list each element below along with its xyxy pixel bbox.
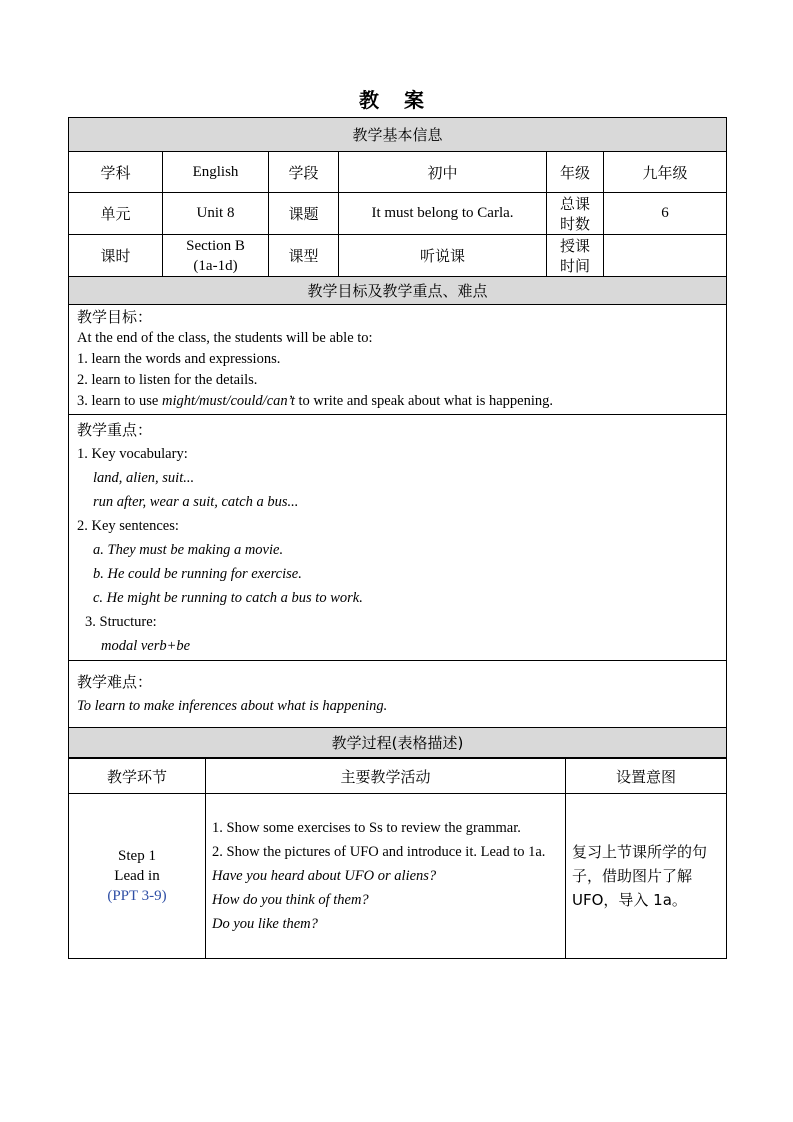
unit-value: Unit 8 <box>163 193 269 235</box>
grade-value: 九年级 <box>604 152 727 193</box>
basic-info-header: 教学基本信息 <box>69 118 727 152</box>
intent-cell: 复习上节课所学的句子，借助图片了解UFO，导入 1a。 <box>566 794 727 959</box>
goal-item: 1. learn the words and expressions. <box>77 351 281 367</box>
teaching-time-label-2: 时间 <box>559 256 590 275</box>
key-points-title: 教学重点： <box>77 420 153 439</box>
teaching-time-value <box>604 235 727 277</box>
key-sentence: b. He could be running for exercise. <box>93 565 302 582</box>
goal-item: 2. learn to listen for the details. <box>77 372 258 388</box>
teaching-time-label <box>547 235 604 277</box>
goals-title: 教学目标： <box>77 308 153 326</box>
process-col-intent: 设置意图 <box>566 759 727 794</box>
key-vocab-line: run after, wear a suit, catch a bus... <box>93 493 299 510</box>
goal-3-modals: might/must/could/can’t <box>161 393 295 409</box>
key-structure: modal verb+be <box>101 637 191 654</box>
process-col-activity: 主要教学活动 <box>206 759 566 794</box>
goal-3-text: 3. learn to use <box>77 393 162 409</box>
lesson-type-label: 课型 <box>269 235 339 277</box>
difficulty-title: 教学难点： <box>77 673 153 691</box>
process-col-step: 教学环节 <box>69 759 206 794</box>
lesson-plan-table <box>68 117 726 959</box>
goals-cell <box>69 305 727 415</box>
activity-question: How do you think of them? <box>212 892 369 908</box>
difficulty-item: To learn to make inferences about what is happening. <box>77 698 388 714</box>
key-sentence: c. He might be running to catch a bus to work. <box>93 589 363 606</box>
step-ppt: (PPT 3-9) <box>107 888 167 904</box>
activity-question: Do you like them? <box>212 916 318 932</box>
difficulty-cell <box>69 661 727 728</box>
activity-item: 1. Show some exercises to Ss to review the grammar. <box>212 820 521 836</box>
activity-cell <box>206 794 566 959</box>
activity-question: Have you heard about UFO or aliens? <box>212 868 437 884</box>
process-header: 教学过程(表格描述) <box>69 728 727 758</box>
goal-3-text-end: to write and speak about what is happening. <box>294 393 554 409</box>
key-item: 1. Key vocabulary: <box>77 445 188 462</box>
goal-item <box>77 391 718 412</box>
key-sentence: a. They must be making a movie. <box>93 541 284 558</box>
stage-value: 初中 <box>339 152 547 193</box>
step-number: Step 1 <box>118 848 156 864</box>
key-vocab-line: land, alien, suit... <box>93 469 195 486</box>
period-value <box>163 235 269 277</box>
unit-label: 单元 <box>69 193 163 235</box>
step-cell <box>69 794 206 959</box>
topic-label: 课题 <box>269 193 339 235</box>
subject-value: English <box>163 152 269 193</box>
page-title: 教 案 <box>359 90 434 112</box>
key-item: 2. Key sentences: <box>77 517 179 534</box>
step-name: Lead in <box>114 868 160 884</box>
stage-label: 学段 <box>269 152 339 193</box>
key-points-cell <box>69 415 727 661</box>
total-hours-label <box>547 193 604 235</box>
activity-item: 2. Show the pictures of UFO and introduce it. Lead to 1a. <box>212 844 546 860</box>
period-label: 课时 <box>69 235 163 277</box>
key-item: 3. Structure: <box>85 613 157 630</box>
total-hours-label-2: 时数 <box>559 214 590 233</box>
goals-intro: At the end of the class, the students will be able to: <box>77 330 373 346</box>
total-hours-label-1: 总课 <box>559 194 590 213</box>
subject-label: 学科 <box>69 152 163 193</box>
lesson-type-value: 听说课 <box>339 235 547 277</box>
period-value-1: Section B <box>186 237 245 254</box>
objectives-header: 教学目标及教学重点、难点 <box>69 277 727 305</box>
teaching-time-label-1: 授课 <box>559 236 590 255</box>
grade-label: 年级 <box>547 152 604 193</box>
topic-value: It must belong to Carla. <box>339 193 547 235</box>
total-hours-value: 6 <box>604 193 727 235</box>
period-value-2: (1a-1d) <box>193 257 238 274</box>
